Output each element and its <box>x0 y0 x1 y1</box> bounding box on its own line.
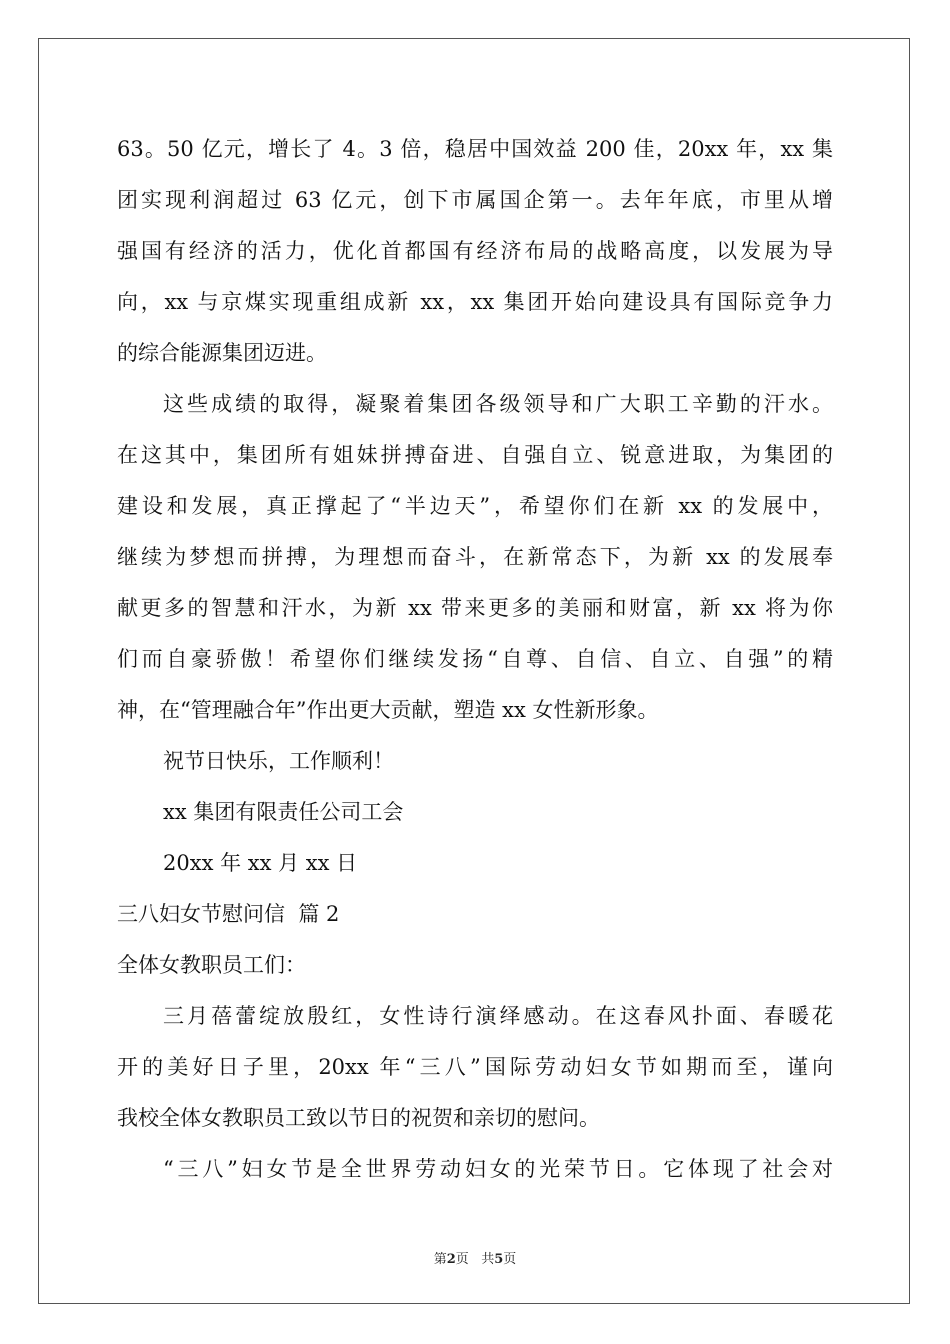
paragraph <box>117 379 833 736</box>
signature-date <box>117 838 833 889</box>
text-line: 三月蓓蕾绽放殷红，女性诗行演绎感动。在这春风扑面、春暖花 <box>163 1004 833 1028</box>
footer-total-prefix: 共 <box>481 1252 495 1267</box>
text-line: 我校全体女教职员工致以节日的祝贺和亲切的慰问。 <box>117 1106 600 1130</box>
text-line: 神，在“管理融合年”作出更大贡献，塑造 xx 女性新形象。 <box>117 698 659 722</box>
text-line: 向，xx 与京煤实现重组成新 xx，xx 集团开始向建设具有国际竞争力 <box>117 290 833 314</box>
paragraph <box>117 124 833 379</box>
page-footer <box>0 1248 950 1267</box>
text-line: 献更多的智慧和汗水，为新 xx 带来更多的美丽和财富，新 xx 将为你 <box>117 596 833 620</box>
text-line: 全体女教职员工们： <box>117 953 306 977</box>
text-line: 们而自豪骄傲！希望你们继续发扬“自尊、自信、自立、自强”的精 <box>117 647 833 671</box>
text-line: xx 集团有限责任公司工会 <box>163 800 404 824</box>
text-line: 建设和发展，真正撑起了“半边天”，希望你们在新 xx 的发展中， <box>117 494 833 518</box>
text-line: “三八”妇女节是全世界劳动妇女的光荣节日。它体现了社会对 <box>163 1157 833 1181</box>
text-line: 63。50 亿元，增长了 4。3 倍，稳居中国效益 200 佳，20xx 年，xx 集 <box>117 137 833 161</box>
salutation <box>117 940 833 991</box>
signature-organization <box>117 787 833 838</box>
footer-page-suffix: 页 <box>455 1252 469 1267</box>
paragraph <box>117 991 833 1144</box>
document-body <box>117 124 833 1195</box>
current-page-number: 2 <box>446 1252 456 1267</box>
text-line: 开的美好日子里，20xx 年“三八”国际劳动妇女节如期而至，谨向 <box>117 1055 833 1079</box>
paragraph <box>117 1144 833 1195</box>
text-line: 的综合能源集团迈进。 <box>117 341 327 365</box>
text-line: 三八妇女节慰问信 篇 2 <box>117 902 340 926</box>
text-line: 20xx 年 xx 月 xx 日 <box>163 851 358 875</box>
footer-prefix: 第 <box>433 1252 447 1267</box>
section-heading <box>117 889 833 940</box>
text-line: 祝节日快乐，工作顺利！ <box>163 749 394 773</box>
text-line: 继续为梦想而拼搏，为理想而奋斗，在新常态下，为新 xx 的发展奉 <box>117 545 833 569</box>
text-line: 团实现利润超过 63 亿元，创下市属国企第一。去年年底，市里从增 <box>117 188 833 212</box>
footer-total-suffix: 页 <box>503 1252 517 1267</box>
text-line: 这些成绩的取得，凝聚着集团各级领导和广大职工辛勤的汗水。 <box>163 392 833 416</box>
closing-greeting <box>117 736 833 787</box>
text-line: 在这其中，集团所有姐妹拼搏奋进、自强自立、锐意进取，为集团的 <box>117 443 833 467</box>
total-page-number: 5 <box>494 1252 504 1267</box>
text-line: 强国有经济的活力，优化首都国有经济布局的战略高度，以发展为导 <box>117 239 833 263</box>
